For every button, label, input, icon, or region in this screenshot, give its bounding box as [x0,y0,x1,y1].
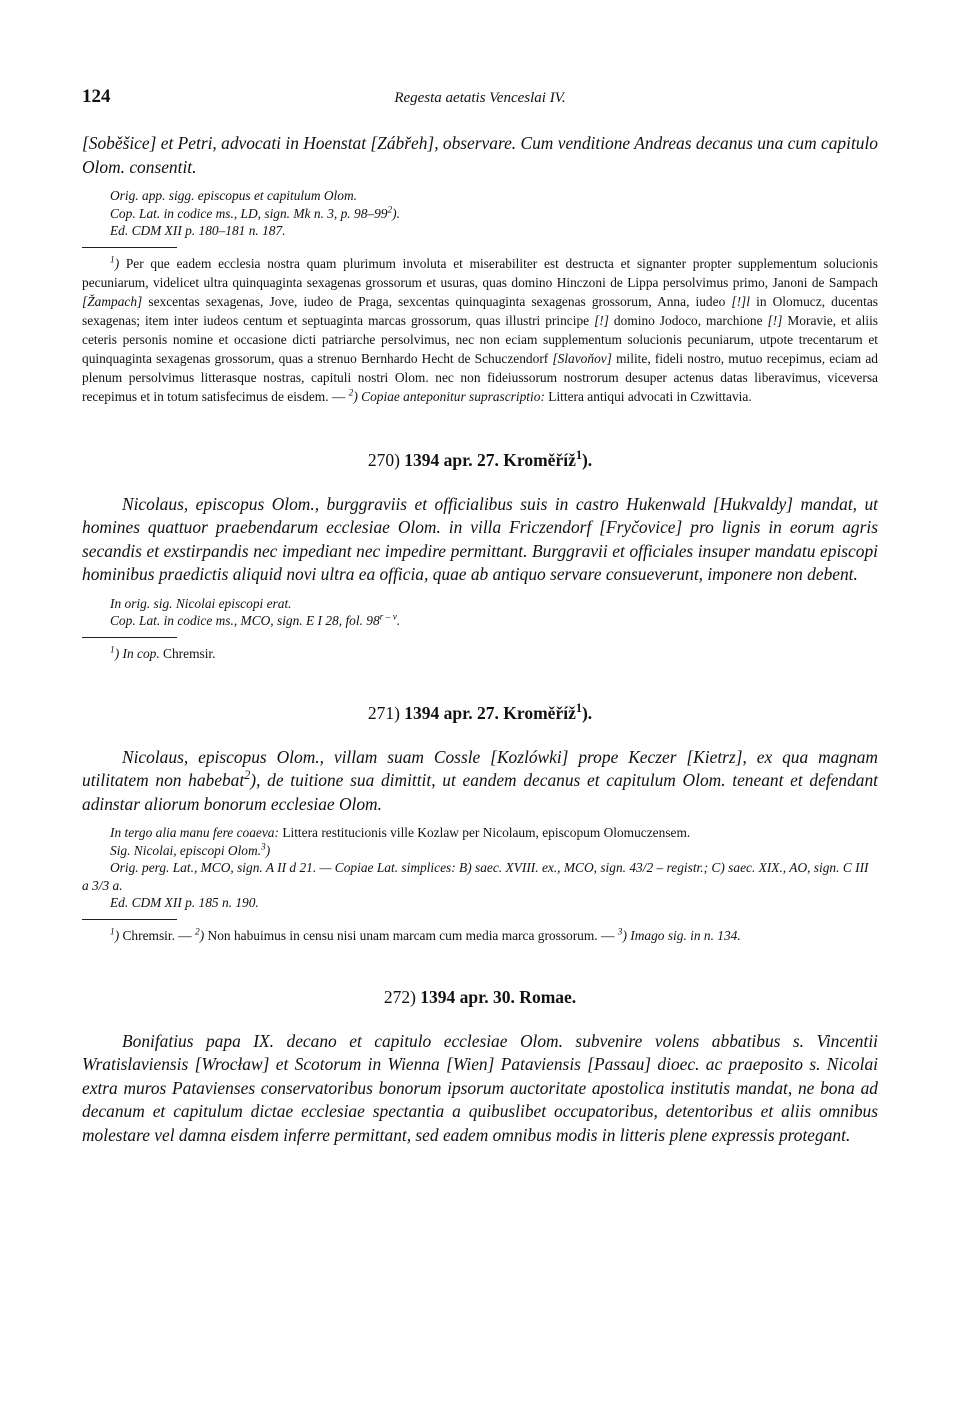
source-note: Orig. perg. Lat., MCO, sign. A II d 21. — Copiae Lat. simplices: B) saec. XVIII. ex., MCO, sign. 43/2 – registr.; C) saec. XIX., AO, sign. C III a 3/3 a. [82,860,869,893]
source-notes [82,595,878,630]
regest-continuation: [Soběšice] et Petri, advocati in Hoenstat [Zábřeh], observare. Cum venditione Andreas decanus una cum capitulo Olom. consentit. [82,133,878,177]
source-note: Sig. Nicolai, episcopi Olom.$^3$) [110,842,271,858]
source-note: Cop. Lat. in codice ms., LD, sign. Mk n. 3, p. $98-99^2$). [110,205,400,221]
source-note: In orig. sig. Nicolai episcopi erat. [110,595,292,611]
regest: Bonifatius papa IX. decano et capitulo ecclesiae Olom. subvenire volens abbatibus s. Vincentii Wratislaviensis [Wrocław] et Scotorum in Wienna [Wien] Pataviensis [Passau] dioec. ac praeposito s. Nicolai extra muros Patavienses conservatoribus bonorum ipsorum auctoritate apostolica institutis mandat, ne bona ad decanum et capitulum dictae ecclesiae spectantia a quibuslibet occupatoribus, detentoribus et aliis omnibus molestare vel damna eisdem inferre permittant, sed eadem omnibus modis in litteris plene expressis protegant. [82,1030,878,1145]
source-note: Ed. CDM XII p. 180–181 n. 187. [110,223,286,238]
source-notes [82,824,878,912]
document-heading: 270) 1394 apr. 27. Kroměříž$^1$). [367,447,593,470]
footnote: $^1$) In cop. Chremsir. [110,645,216,661]
regest: Nicolaus, episcopus Olom., burggraviis et officialibus suis in castro Hukenwald [Hukvaldy] mandat, ut homines quattuor praebendarum ecclesiae Olom. in villa Friczendorf [Fryčovice] pro lignis in eorum agris secandis et exstirpandis nec impediant nec impedire permittant. Burggravii et officiales insuper mandatu episcopi hominibus praedictis aliquid novi ultra ea officia, quae ab antiquo servare consueverunt, imponere non debent. [82,493,878,584]
source-note: Orig. app. sigg. episcopus et capitulum Olom. [110,188,357,203]
footnote-rule [82,637,177,638]
page-number: 124 [82,86,111,107]
footnote-rule [82,247,177,248]
source-notes [82,187,878,240]
source-note: Cop. Lat. in codice ms., MCO, sign. E I 28, fol. 98$^{r - v}$. [110,612,401,628]
source-note: Ed. CDM XII p. 185 n. 190. [110,895,259,910]
footnote: $^1$) Per que eadem ecclesia nostra quam plurimum involuta et miserabiliter est destructa et signanter propter supplementum solucionis pecuniarum, videlicet ultra quinquaginta sexagenas grossorum et usuras, quas domino Hinczoni de Lippa persolvimus primo, Janoni de Sampach [Žampach] sexcentas sexagenas, Jove, iudeo de Praga, sexcentas quinquaginta sexagenas grossorum, Anna, iudeo [!]l in Olomucz, ducentas sexagenas; item inter iudeos centum et septuaginta marcas grossorum, quas illustri principe [!] domino Jodoco, marchione [!] Moravie, et aliis ceteris personis nomine et occasione dicti patriarche persolvimus, nec non eciam supplementum solucionis pecuniarum, utpote trecentarum et quinquaginta sexagenas grossorum, quas a strenuo Bernhardo Hecht de Schuczendorf [Slavoňov] milite, fideli nostro, mutuo recepimus, eciam ad plenum persolvimus litterasque nostras, capituli nostri Olom. nec non fideiussorum nostrorum desuper actenus datas liberavimus, viceversa recepimus et in totum satisfecimus de eisdem. — $^2$) Copiae anteponitur suprascriptio: Littera antiqui advocati in Czwittavia. [82,255,878,404]
regest: Nicolaus, episcopus Olom., villam suam Cossle [Kozlówki] prope Keczer [Kietrz], ex qua magnam utilitatem non habebat$^2$), de tuitione sua dimittit, ut eandem decanus et capitulum Olom. teneant et defendant adinstar aliorum bonorum ecclesiae Olom. [82,746,878,814]
running-title: Regesta aetatis Venceslai IV. [394,90,566,106]
page [82,80,878,1147]
footnote: $^1$) Chremsir. — $^2$) Non habuimus in censu nisi unam marcam cum media marca grossorum. — $^3$) Imago sig. in n. 134. [110,927,741,943]
running-head [82,80,878,110]
document-heading: 271) 1394 apr. 27. Kroměříž$^1$). [367,700,593,723]
footnote-rule [82,919,177,920]
source-note: In tergo alia manu fere coaeva: Littera restitucionis ville Kozlaw per Nicolaum, episcopum Olomuczensem. [110,825,691,840]
document-heading: 272) 1394 apr. 30. Romae. [383,986,577,1007]
